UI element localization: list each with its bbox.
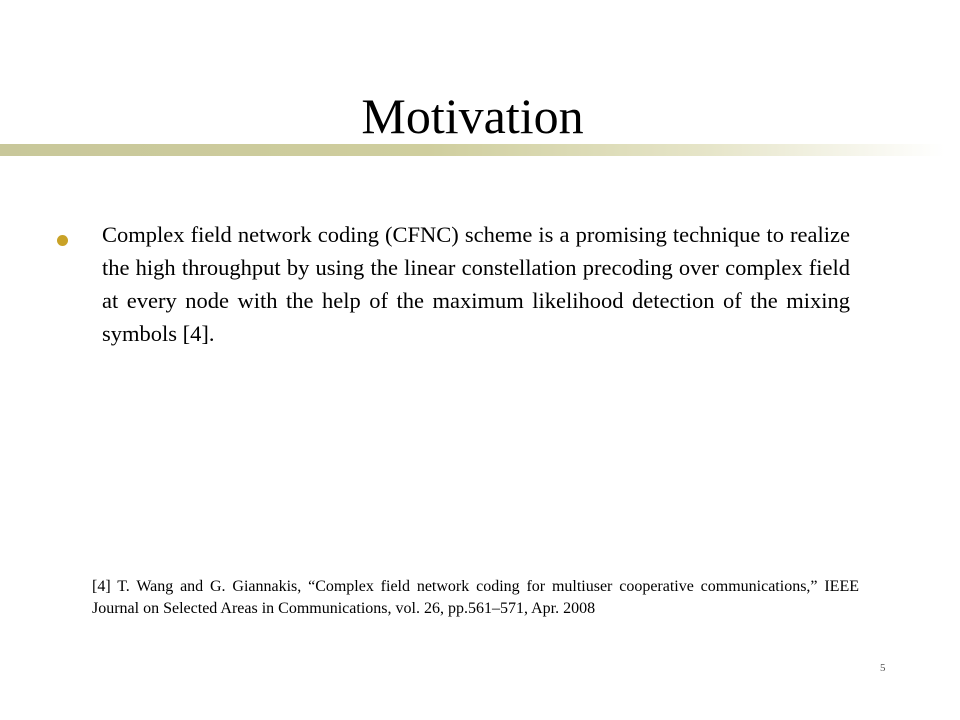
slide-title: Motivation bbox=[361, 88, 584, 144]
bullet-text: Complex field network coding (CFNC) scheme is a promising technique to realize the high throughput by using the linear constellation precoding over complex field at every node with the help of the maximum likelihood detection of the mixing symbols [4]. bbox=[102, 222, 850, 346]
reference-citation: [4] T. Wang and G. Giannakis, “Complex field network coding for multiuser cooperative communications,” IEEE Journal on Selected Areas in Communications, vol. 26, pp.561–571, Apr. 2008 bbox=[92, 578, 859, 617]
title-underline bbox=[0, 144, 945, 156]
bullet-dot-icon bbox=[57, 235, 68, 246]
page-number: 5 bbox=[880, 662, 886, 674]
